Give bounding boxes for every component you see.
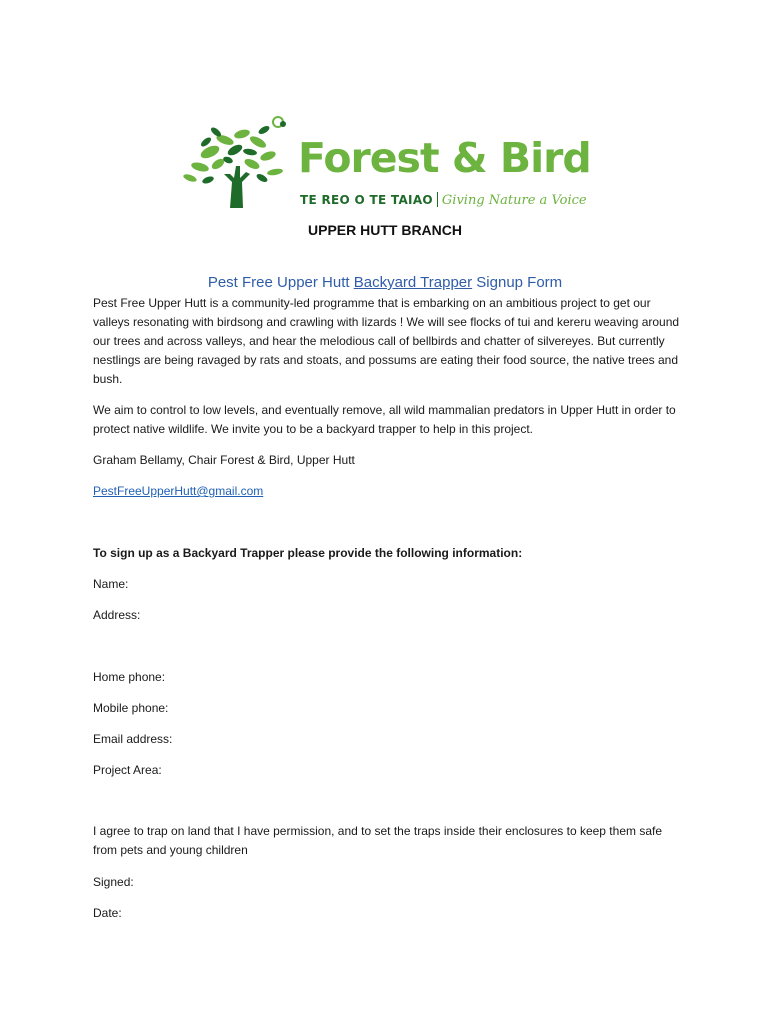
form-title-part1: Pest Free Upper Hutt xyxy=(207,274,354,291)
date-field-label: Date: xyxy=(93,906,122,920)
logo-maori-text: TE REO O TE TAIAO xyxy=(300,193,433,207)
aim-paragraph: We aim to control to low levels, and eventually remove, all wild mammalian predators in Upper Hutt in order to protect native wildlife. We invite you to be a backyard trapper to help in this project. xyxy=(93,403,676,436)
name-field-label: Name: xyxy=(93,577,129,591)
signed-field-label: Signed: xyxy=(93,875,134,889)
signup-heading: To sign up as a Backyard Trapper please provide the following information: xyxy=(93,546,523,560)
home-phone-field-label: Home phone: xyxy=(93,670,166,684)
form-title-part2: Backyard Trapper xyxy=(353,274,473,291)
logo-wordmark: Forest & Bird xyxy=(298,134,591,182)
intro-paragraph: Pest Free Upper Hutt is a community-led programme that is embarking on an ambitious project to get our valleys resonating with birdsong and crawling with lizards ! We will see flocks of tui and kereru weaving around our trees and across valleys, and hear the melodious call of bellbirds and chatter of silvereyes. But currently nestlings are being ravaged by rats and stoats, and possums are eating their food source, the native trees and bush. xyxy=(93,296,680,386)
form-title-part3: Signup Form xyxy=(472,274,563,291)
branch-heading: UPPER HUTT BRANCH xyxy=(308,222,462,238)
logo-tagline: Giving Nature a Voice xyxy=(441,193,587,208)
signoff-line: Graham Bellamy, Chair Forest & Bird, Upper Hutt xyxy=(93,453,355,467)
tree-icon xyxy=(180,112,292,208)
agreement-statement: I agree to trap on land that I have permission, and to set the traps inside their enclosures to keep them safe from pets and young children xyxy=(93,824,662,857)
mobile-phone-field-label: Mobile phone: xyxy=(93,701,169,715)
email-field-label: Email address: xyxy=(93,732,173,746)
address-field-label: Address: xyxy=(93,608,141,622)
logo-subline xyxy=(300,192,587,208)
project-area-field-label: Project Area: xyxy=(93,763,162,777)
form-title xyxy=(0,274,770,291)
contact-email-link[interactable]: PestFreeUpperHutt@gmail.com xyxy=(93,484,264,498)
forest-and-bird-logo xyxy=(180,112,595,212)
logo-separator xyxy=(437,192,438,207)
